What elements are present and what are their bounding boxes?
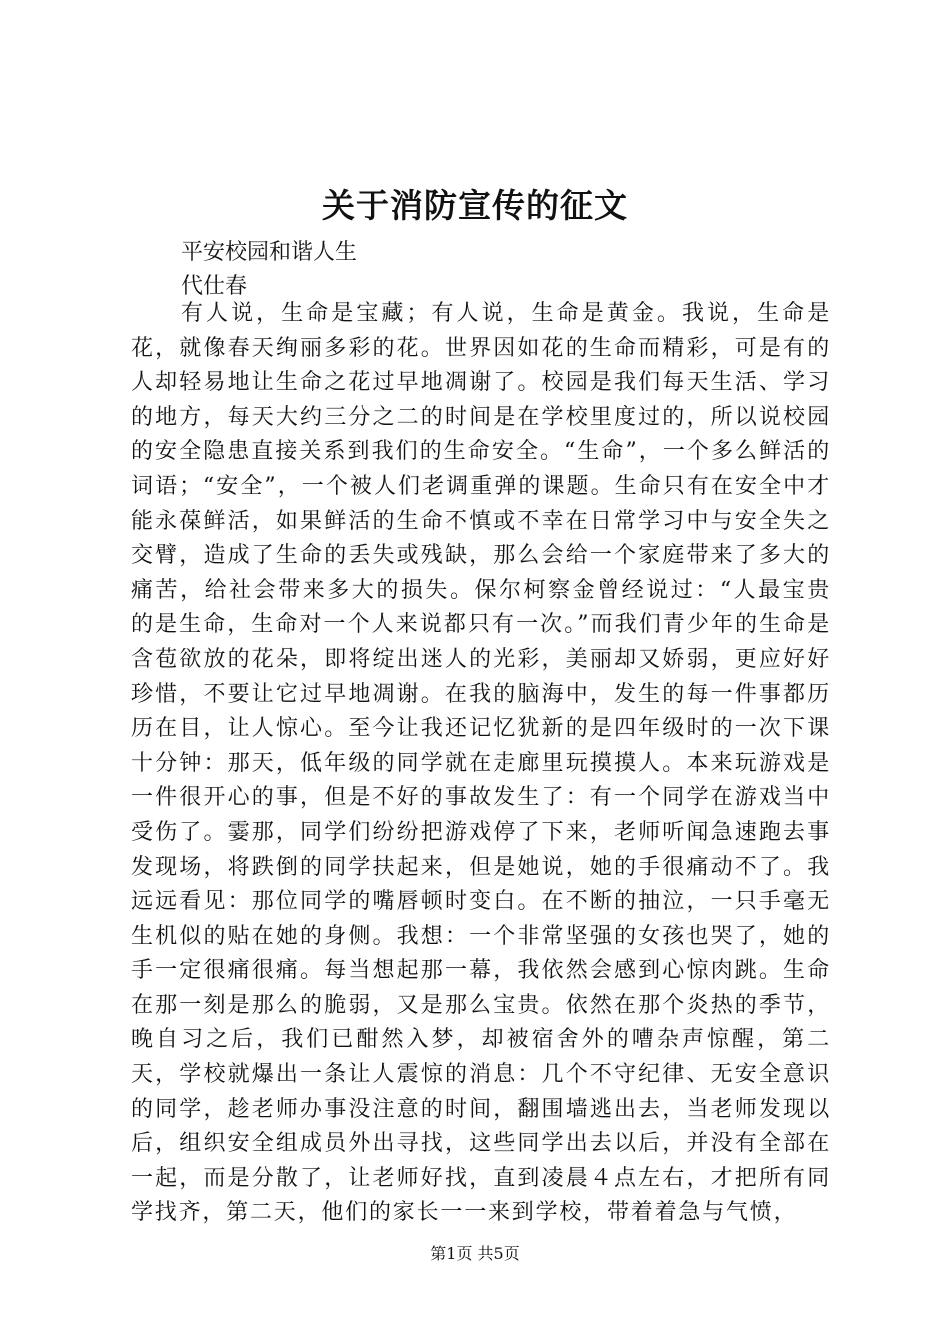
page-footer: 第1页 共5页 [430,1244,520,1263]
essay-subtitle: 平安校园和谐人生 [181,240,358,265]
author-name: 代仕春 [181,274,248,299]
body-paragraph: 有人说，生命是宝藏；有人说，生命是黄金。我说，生命是花，就像春天绚丽多彩的花。世界因如花的生命而精彩，可是有的人却轻易地让生命之花过早地凋谢了。校园是我们每天生活、学习的地方，每天大约三分之二的时间是在学校里度过的，所以说校园的安全隐患直接关系到我们的生命安全。“生命”，一个多么鲜活的词语；“安全”，一个被人们老调重弹的课题。生命只有在安全中才能永葆鲜活，如果鲜活的生命不慎或不幸在日常学习中与安全失之交臂，造成了生命的丢失或残缺，那么会给一个家庭带来了多大的痛苦，给社会带来多大的损失。保尔柯察金曾经说过：“人最宝贵的是生命，生命对一个人来说都只有一次。”而我们青少年的生命是含苞欲放的花朵，即将绽出迷人的光彩，美丽却又娇弱，更应好好珍惜，不要让它过早地凋谢。在我的脑海中，发生的每一件事都历历在目，让人惊心。至今让我还记忆犹新的是四年级时的一次下课十分钟：那天，低年级的同学就在走廊里玩摸摸人。本来玩游戏是一件很开心的事，但是不好的事故发生了：有一个同学在游戏当中受伤了。霎那，同学们纷纷把游戏停了下来，老师听闻急速跑去事发现场，将跌倒的同学扶起来，但是她说，她的手很痛动不了。我远远看见：那位同学的嘴唇顿时变白。在不断的抽泣，一只手毫无生机似的贴在她的身侧。我想：一个非常坚强的女孩也哭了，她的手一定很痛很痛。每当想起那一幕，我依然会感到心惊肉跳。生命在那一刻是那么的脆弱，又是那么宝贵。依然在那个炎热的季节，晚自习之后，我们已酣然入梦，却被宿舍外的嘈杂声惊醒，第二天，学校就爆出一条让人震惊的消息：几个不守纪律、无安全意识的同学，趁老师办事没注意的时间，翻围墙逃出去，当老师发现以后，组织安全组成员外出寻找，这些同学出去以后，并没有全部在一起，而是分散了，让老师好找，直到凌晨４点左右，才把所有同学找齐，第二天，他们的家长一一来到学校，带着着急与气愤， [131,301,831,1226]
document-title: 关于消防宣传的征文 [322,186,628,225]
